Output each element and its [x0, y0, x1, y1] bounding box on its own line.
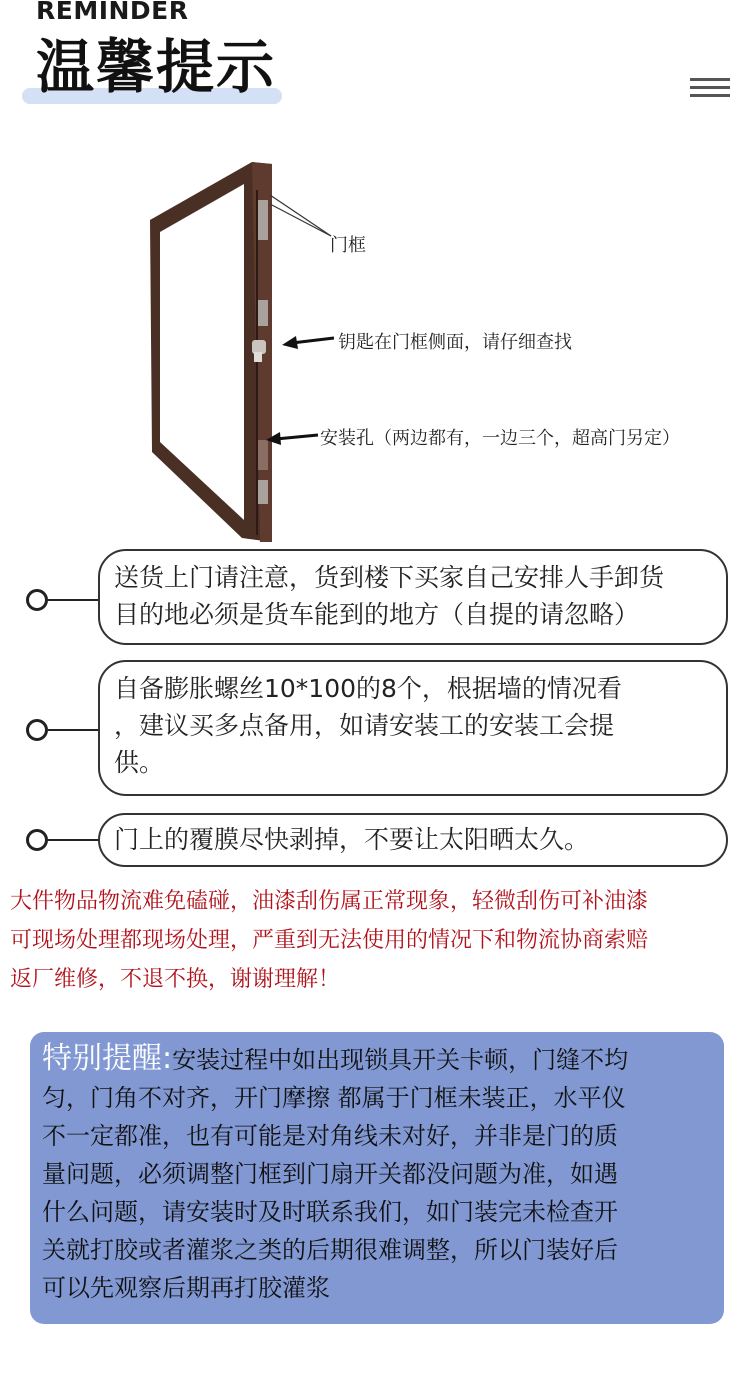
- note-line: 供。: [114, 748, 165, 777]
- circle-bullet-icon: [26, 719, 48, 741]
- menu-icon[interactable]: [690, 78, 730, 102]
- reminder-label: REMINDER: [36, 0, 189, 25]
- note-line: 自备膨胀螺丝10*100的8个，根据墙的情况看: [114, 674, 622, 703]
- special-line: 什么问题，请安装时及时联系我们，如门装完未检查开: [42, 1198, 618, 1226]
- warning-line: 可现场处理都现场处理，严重到无法使用的情况下和物流协商索赔: [10, 928, 649, 953]
- special-first-line: [42, 1040, 714, 1079]
- shipping-warning: [10, 882, 740, 999]
- special-text: 安装过程中如出现锁具开关卡顿，门缝不均: [172, 1046, 629, 1074]
- note-line: 送货上门请注意，货到楼下买家自己安排人手卸货: [114, 563, 665, 592]
- note-line: ，建议买多点备用，如请安装工的安装工会提: [114, 711, 615, 740]
- special-line: 可以先观察后期再打胶灌浆: [42, 1274, 330, 1302]
- frame-callout-lines: [265, 190, 335, 250]
- callout-key: 钥匙在门框侧面，请仔细查找: [338, 332, 572, 353]
- callout-holes: 安装孔（两边都有，一边三个，超高门另定）: [320, 428, 680, 449]
- note-film: [98, 813, 728, 867]
- warning-line: 返厂维修，不退不换，谢谢理解！: [10, 967, 341, 992]
- special-line: 量问题，必须调整门框到门扇开关都没问题为准，如遇: [42, 1160, 618, 1188]
- page-title: 温馨提示: [36, 33, 277, 101]
- callout-frame: 门框: [330, 235, 366, 256]
- note-line: 目的地必须是货车能到的地方（自提的请忽略）: [114, 600, 640, 629]
- note-delivery: [98, 549, 728, 645]
- note-line: 门上的覆膜尽快剥掉，不要让太阳晒太久。: [114, 825, 590, 854]
- note-screws: [98, 660, 728, 796]
- special-reminder-box: [30, 1032, 724, 1324]
- arrow-left-icon: [264, 428, 320, 448]
- special-title: 特别提醒:: [42, 1041, 173, 1076]
- arrow-left-icon: [280, 332, 336, 352]
- circle-bullet-icon: [26, 829, 48, 851]
- circle-bullet-icon: [26, 589, 48, 611]
- special-line: 匀，门角不对齐，开门摩擦 都属于门框未装正，水平仪: [42, 1084, 626, 1112]
- door-frame-image: [140, 150, 280, 550]
- special-line: 不一定都准，也有可能是对角线未对好，并非是门的质: [42, 1122, 618, 1150]
- special-line: 关就打胶或者灌浆之类的后期很难调整，所以门装好后: [42, 1236, 618, 1264]
- bullet-connector: [48, 729, 100, 731]
- bullet-connector: [48, 599, 100, 601]
- warning-line: 大件物品物流难免磕碰，油漆刮伤属正常现象，轻微刮伤可补油漆: [10, 889, 649, 914]
- bullet-connector: [48, 839, 100, 841]
